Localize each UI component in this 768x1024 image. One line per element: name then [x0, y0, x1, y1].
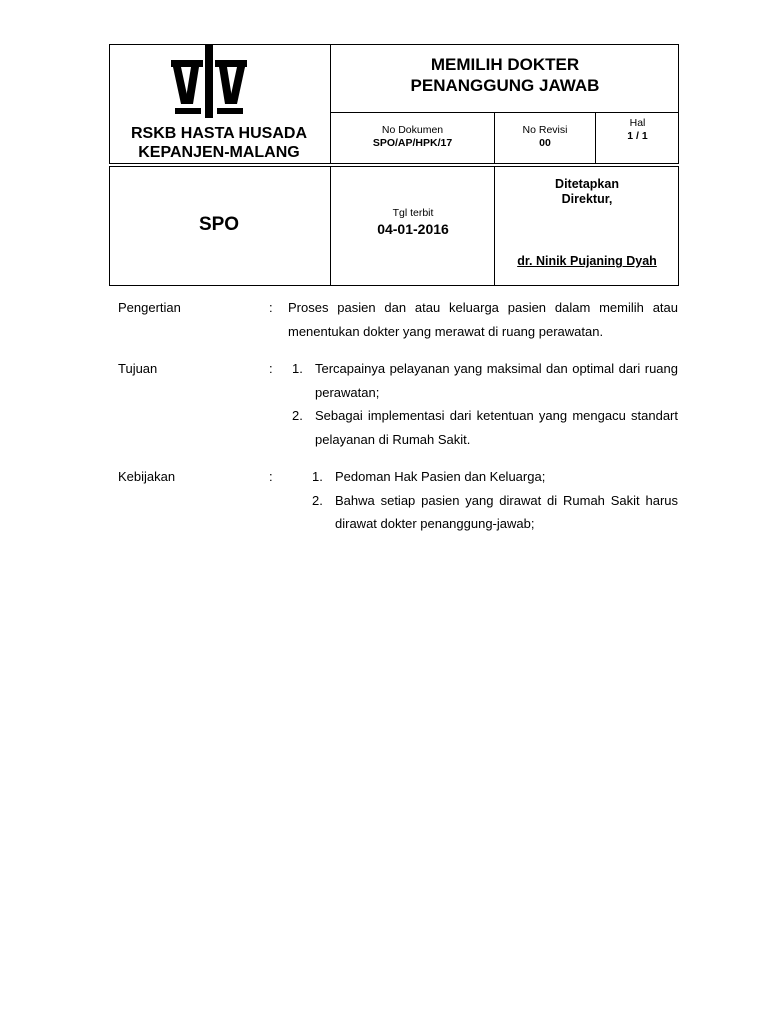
title-line-1: MEMILIH DOKTER [430, 55, 580, 74]
document-body [118, 296, 678, 550]
section-text: Proses pasien dan atau keluarga pasien dalam memilih atau menentukan dokter yang merawat di ruang perawatan. [288, 300, 678, 339]
section-label: Kebijakan [118, 469, 176, 484]
document-number-label: No Dokumen [381, 124, 444, 136]
hospital-logo [169, 44, 249, 118]
document-number-value: SPO/AP/HPK/17 [372, 137, 453, 149]
revision-cell [495, 124, 595, 150]
list-number: 1. [312, 469, 323, 484]
list-text: Pedoman Hak Pasien dan Keluarga; [335, 469, 546, 484]
approval-line-2: Direktur, [561, 192, 613, 206]
section-list [288, 357, 678, 451]
section-kebijakan [118, 465, 678, 536]
director-name: dr. Ninik Pujaning Dyah [517, 254, 657, 268]
document-header [109, 44, 679, 286]
list-item [288, 404, 678, 451]
approval-block [495, 177, 679, 207]
page-value: 1 / 1 [627, 130, 648, 142]
list-item [288, 357, 678, 404]
section-label: Pengertian [118, 300, 181, 315]
section-colon: : [269, 300, 273, 315]
section-colon: : [269, 469, 273, 484]
spo-label: SPO [198, 214, 240, 235]
page-cell [596, 117, 679, 143]
section-colon: : [269, 361, 273, 376]
revision-value: 00 [539, 137, 551, 149]
section-pengertian [118, 296, 678, 343]
revision-label: No Revisi [522, 124, 568, 136]
list-text: Sebagai implementasi dari ketentuan yang mengacu standart pelayanan di Rumah Sakit. [315, 408, 678, 447]
section-list [288, 465, 678, 536]
issue-date-cell [331, 207, 495, 237]
issue-date-value: 04-01-2016 [377, 221, 449, 237]
title-line-2: PENANGGUNG JAWAB [410, 76, 600, 95]
list-number: 2. [312, 492, 323, 508]
list-item [288, 489, 678, 536]
list-item [288, 465, 678, 489]
hospital-name [109, 124, 329, 162]
page-label: Hal [629, 117, 646, 129]
list-text: Tercapainya pelayanan yang maksimal dan optimal dari ruang perawatan; [315, 361, 678, 400]
hospital-city-line: KEPANJEN-MALANG [138, 144, 300, 161]
document-number-cell [331, 124, 494, 150]
list-text: Bahwa setiap pasien yang dirawat di Rumah Sakit harus dirawat dokter penanggung-jawab; [335, 492, 678, 531]
document-title [331, 54, 679, 96]
approval-line-1: Ditetapkan [555, 177, 619, 191]
hospital-name-line: RSKB HASTA HUSADA [131, 125, 307, 142]
section-label: Tujuan [118, 361, 158, 376]
list-number: 2. [292, 408, 303, 423]
section-tujuan [118, 357, 678, 451]
list-number: 1. [292, 361, 303, 376]
issue-date-label: Tgl terbit [392, 207, 434, 219]
